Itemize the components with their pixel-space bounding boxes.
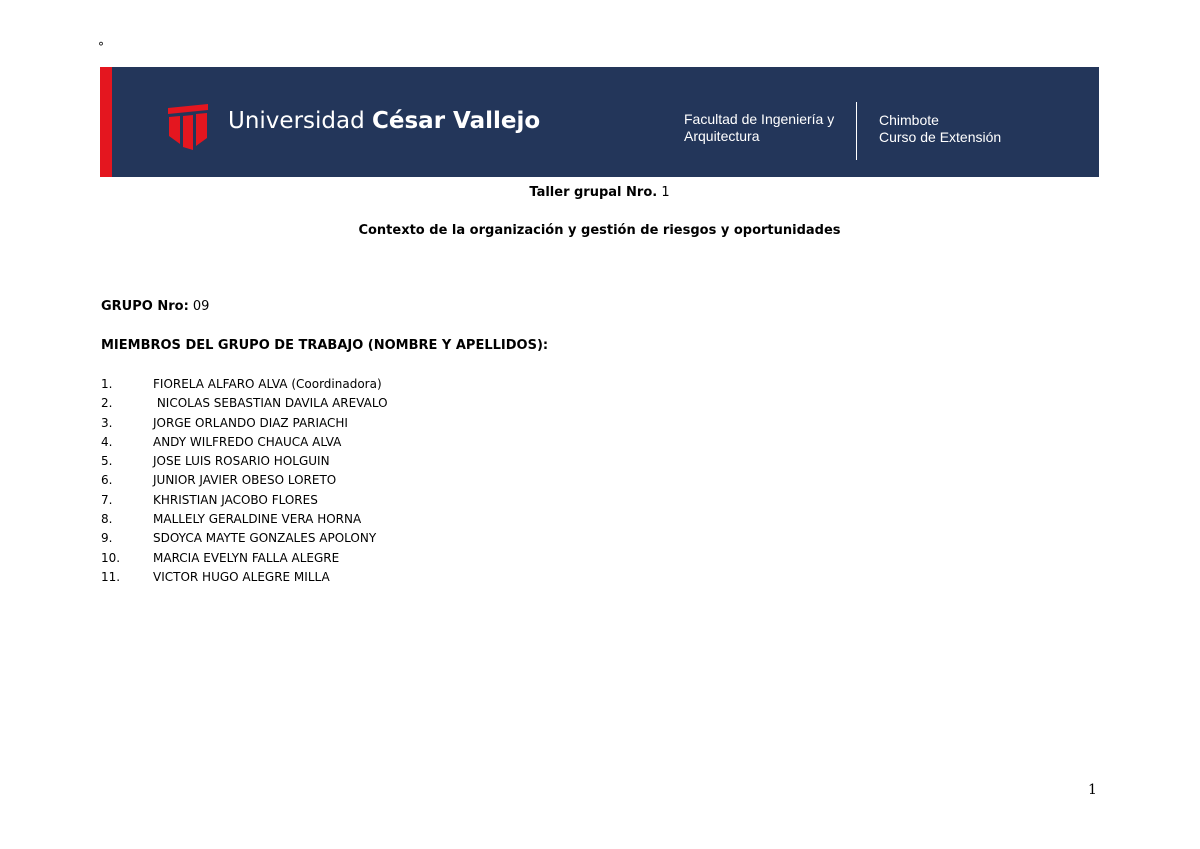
top-mark: ° [98, 40, 104, 54]
member-index: 4. [101, 434, 113, 449]
header-divider [856, 102, 857, 160]
member-index: 8. [101, 512, 113, 527]
banner-accent-stripe [100, 67, 112, 177]
list-item [101, 375, 388, 394]
ucv-shield-logo-icon [166, 102, 210, 152]
list-item [101, 414, 388, 433]
member-name: FIORELA ALFARO ALVA (Coordinadora) [153, 377, 382, 391]
faculty-line-1: Facultad de Ingeniería y [684, 111, 835, 127]
campus-line-1: Chimbote [879, 112, 939, 128]
campus-info [879, 112, 1001, 146]
university-name-prefix: Universidad [228, 108, 365, 134]
group-number: 09 [192, 299, 210, 314]
member-index: 11. [101, 569, 121, 584]
list-item [101, 491, 388, 510]
list-item [101, 529, 388, 548]
member-index: 7. [101, 492, 113, 507]
document-subtitle: Contexto de la organización y gestión de riesgos y oportunidades [358, 223, 841, 238]
members-heading: MIEMBROS DEL GRUPO DE TRABAJO (NOMBRE Y APELLIDOS): [101, 338, 549, 353]
list-item [101, 510, 388, 529]
members-list [101, 375, 388, 587]
member-name: JOSE LUIS ROSARIO HOLGUIN [153, 454, 330, 469]
member-index: 3. [101, 415, 113, 430]
list-item [101, 394, 388, 413]
member-name: SDOYCA MAYTE GONZALES APOLONY [153, 531, 377, 546]
faculty-line-2: Arquitectura [684, 128, 760, 144]
title-number: 1 [661, 185, 670, 200]
member-index: 9. [101, 531, 113, 546]
group-number-line [101, 299, 209, 315]
campus-line-2: Curso de Extensión [879, 129, 1002, 145]
member-index: 10. [101, 550, 121, 565]
member-name: KHRISTIAN JACOBO FLORES [153, 492, 318, 507]
page-number: 1 [1088, 782, 1097, 798]
list-item [101, 433, 388, 452]
university-name-bold: César Vallejo [372, 108, 541, 134]
member-name: MALLELY GERALDINE VERA HORNA [153, 512, 362, 527]
title-label: Taller grupal Nro. [529, 185, 658, 200]
member-name: ANDY WILFREDO CHAUCA ALVA [153, 434, 342, 449]
faculty-name [684, 111, 834, 145]
member-index: 5. [101, 454, 113, 469]
member-index: 2. [101, 396, 113, 411]
header-banner [100, 67, 1099, 177]
member-name: MARCIA EVELYN FALLA ALEGRE [153, 550, 340, 565]
list-item [101, 568, 388, 587]
member-name: NICOLAS SEBASTIAN DAVILA AREVALO [153, 396, 388, 411]
member-index: 1. [101, 377, 113, 391]
group-label: GRUPO Nro: [101, 299, 189, 314]
list-item [101, 452, 388, 471]
member-name: VICTOR HUGO ALEGRE MILLA [153, 569, 330, 584]
document-title [100, 185, 1099, 201]
member-index: 6. [101, 473, 113, 488]
member-name: JORGE ORLANDO DIAZ PARIACHI [153, 415, 348, 430]
list-item [101, 549, 388, 568]
list-item [101, 471, 388, 490]
member-name: JUNIOR JAVIER OBESO LORETO [153, 473, 337, 488]
university-name [228, 106, 540, 136]
